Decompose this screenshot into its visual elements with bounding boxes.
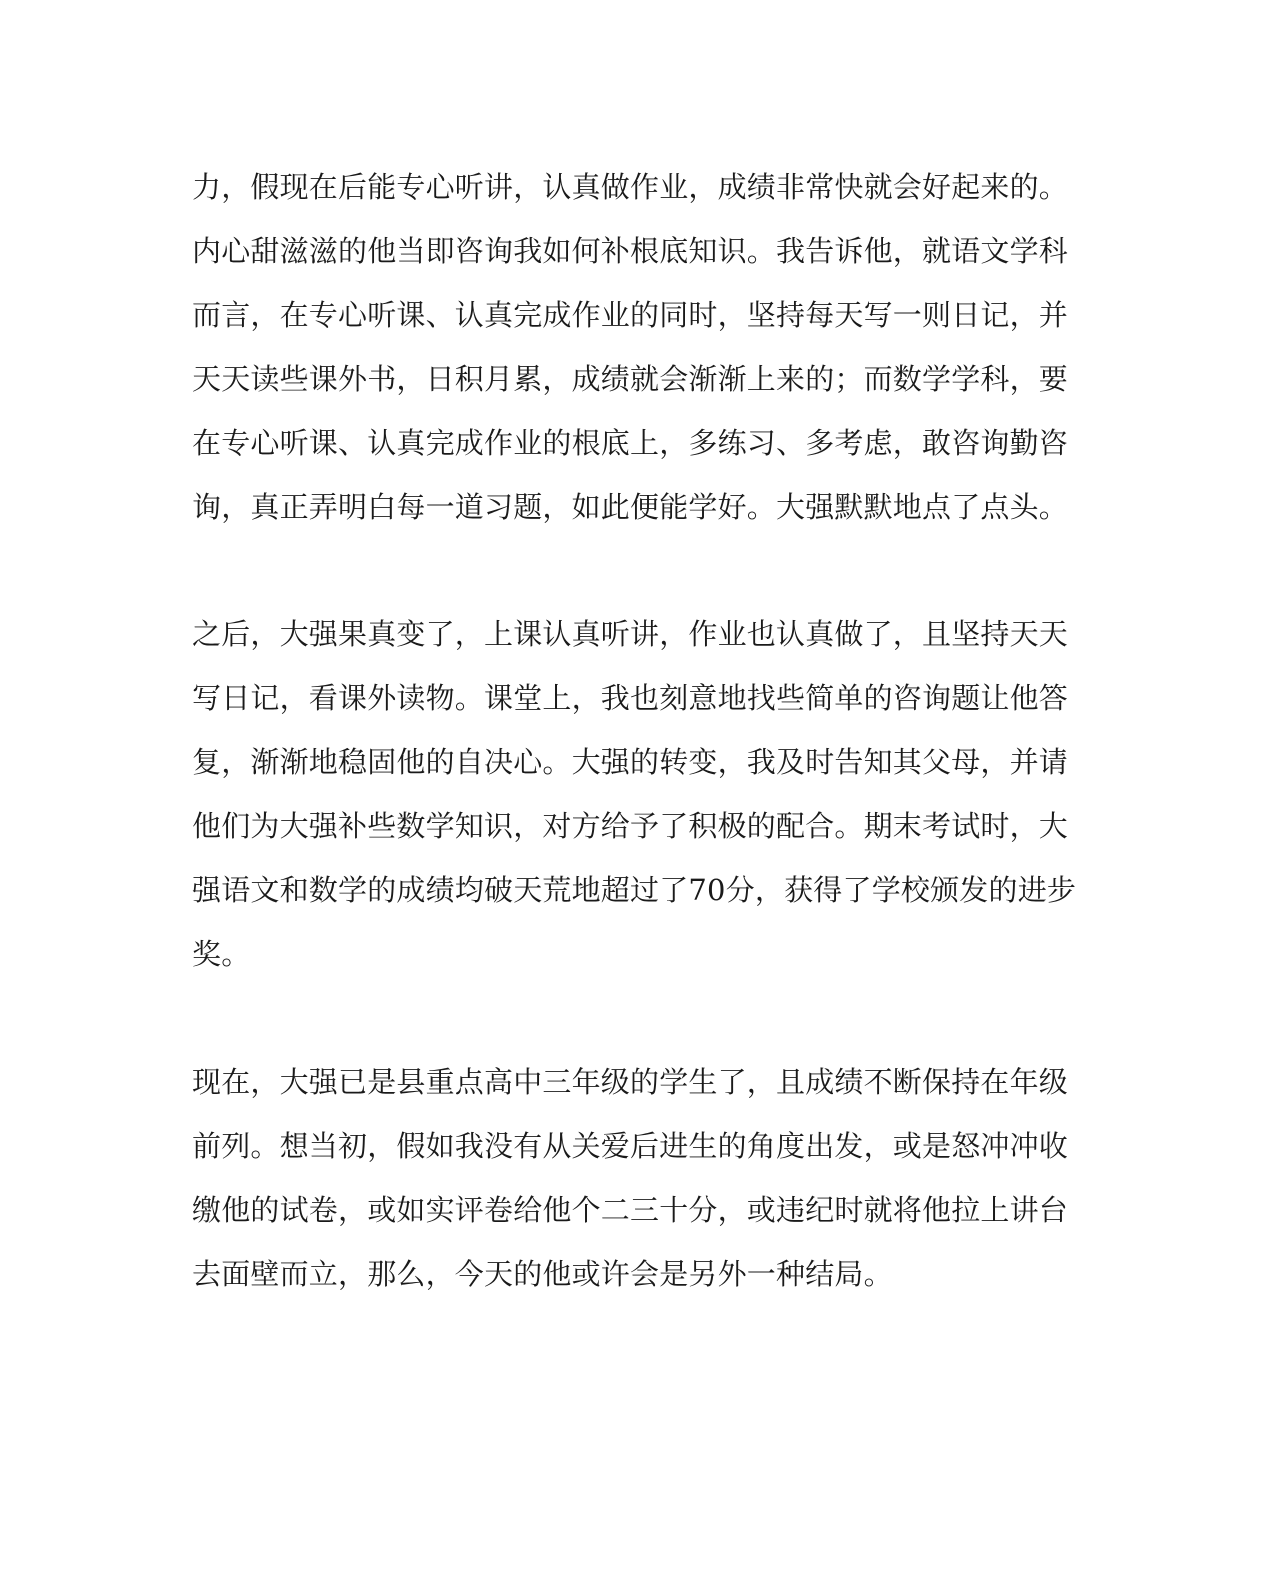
text-line: 写日记，看课外读物。课堂上，我也刻意地找些简单的咨询题让他答 bbox=[192, 681, 1069, 715]
text-line: 之后，大强果真变了，上课认真听讲，作业也认真做了，且坚持天天 bbox=[192, 617, 1069, 651]
text-line: 天天读些课外书，日积月累，成绩就会渐渐上来的；而数学学科，要 bbox=[192, 362, 1069, 396]
text-line: 奖。 bbox=[192, 937, 251, 971]
paragraph-1 bbox=[192, 155, 1072, 539]
text-line: 在专心听课、认真完成作业的根底上，多练习、多考虑，敢咨询勤咨 bbox=[192, 426, 1069, 460]
text-line: 缴他的试卷，或如实评卷给他个二三十分，或违纪时就将他拉上讲台 bbox=[192, 1193, 1069, 1227]
text-line: 询，真正弄明白每一道习题，如此便能学好。大强默默地点了点头。 bbox=[192, 490, 1069, 524]
text-line: 内心甜滋滋的他当即咨询我如何补根底知识。我告诉他，就语文学科 bbox=[192, 234, 1069, 268]
text-line: 前列。想当初，假如我没有从关爱后进生的角度出发，或是怒冲冲收 bbox=[192, 1129, 1069, 1163]
text-line: 力，假现在后能专心听讲，认真做作业，成绩非常快就会好起来的。 bbox=[192, 170, 1069, 204]
text-line: 而言，在专心听课、认真完成作业的同时，坚持每天写一则日记，并 bbox=[192, 298, 1069, 332]
text-line: 复，渐渐地稳固他的自决心。大强的转变，我及时告知其父母，并请 bbox=[192, 745, 1069, 779]
paragraph-2 bbox=[192, 602, 1077, 986]
text-line: 现在，大强已是县重点高中三年级的学生了，且成绩不断保持在年级 bbox=[192, 1065, 1069, 1099]
paragraph-3 bbox=[192, 1050, 1072, 1306]
text-line: 去面壁而立，那么，今天的他或许会是另外一种结局。 bbox=[192, 1257, 893, 1291]
text-line: 强语文和数学的成绩均破天荒地超过了70分，获得了学校颁发的进步 bbox=[192, 873, 1077, 907]
text-line: 他们为大强补些数学知识，对方给予了积极的配合。期末考试时，大 bbox=[192, 809, 1069, 843]
